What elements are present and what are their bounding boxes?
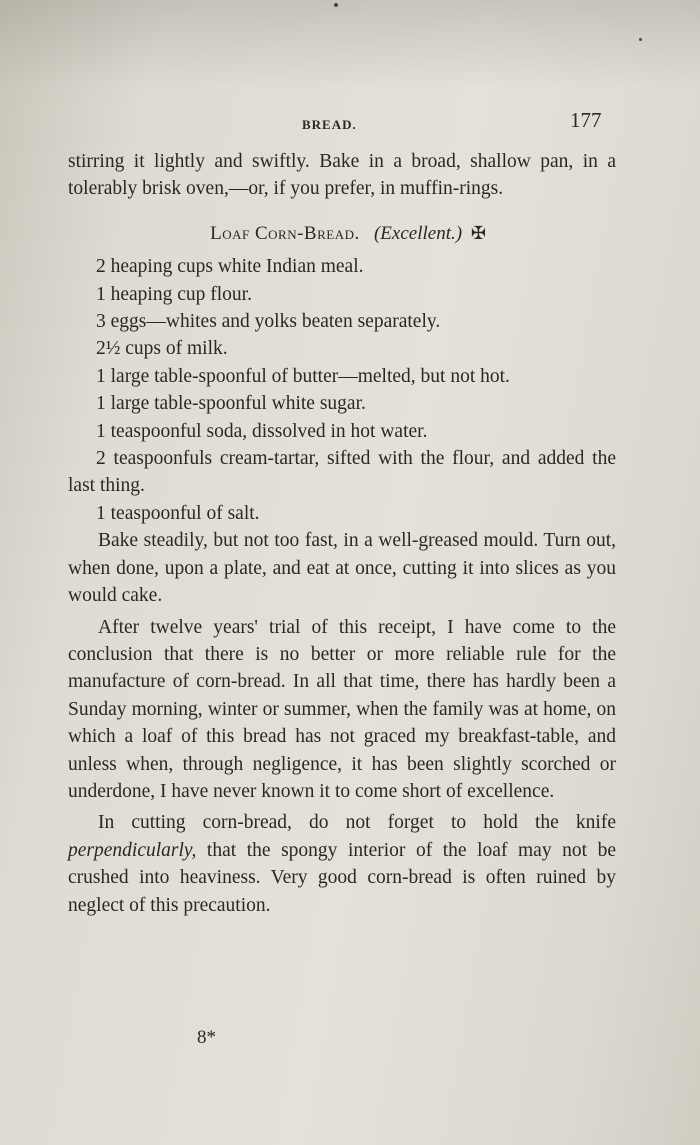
ingredient-item: 2 teaspoonfuls cream-tartar, sifted with the flour, and added the last thing. bbox=[68, 448, 616, 497]
instructions-paragraph: Bake steadily, but not too fast, in a well-greased mould. Turn out, when done, upon a plate, and eat at once, cutting it into slices as you would cake. bbox=[68, 530, 616, 607]
tip-paragraph bbox=[68, 809, 616, 919]
intro-paragraph: stirring it lightly and swiftly. Bake in a broad, shallow pan, in a tolerably brisk oven,—or, if you prefer, in muffin-rings. bbox=[68, 151, 616, 200]
ingredient-item: 1 teaspoonful soda, dissolved in hot water. bbox=[96, 420, 428, 442]
ingredient-item: 1 teaspoonful of salt. bbox=[96, 502, 260, 524]
signature-mark: 8* bbox=[197, 1027, 216, 1048]
maltese-cross-icon: ✠ bbox=[470, 222, 486, 243]
tip-emphasis: perpendicularly, bbox=[68, 839, 197, 861]
ink-speck bbox=[334, 3, 338, 7]
ingredient-item: 2½ cups of milk. bbox=[96, 338, 228, 360]
recipe-title: Loaf Corn-Bread. bbox=[210, 222, 360, 244]
page-shading bbox=[0, 0, 700, 90]
ingredient-item: 1 large table-spoonful white sugar. bbox=[96, 393, 366, 415]
ingredient-item: 1 heaping cup flour. bbox=[96, 283, 252, 305]
ink-speck bbox=[639, 38, 642, 41]
commentary-paragraph: After twelve years' trial of this receipt, I have come to the conclusion that there is no better or more reliable rule for the manufacture of corn-bread. In all that time, there has hardly been a Sunday morning, winter or summer, when the family was at home, on which a loaf of this bread has not graced my breakfast-table, and unless when, through negligence, it has been slightly scorched or underdone, I have never known it to come short of excellence. bbox=[68, 616, 616, 802]
ingredient-item: 2 heaping cups white Indian meal. bbox=[96, 256, 364, 278]
recipe-note: (Excellent.) bbox=[373, 222, 463, 244]
ingredient-item: 1 large table-spoonful of butter—melted, but not hot. bbox=[96, 365, 510, 387]
page-text bbox=[68, 148, 616, 919]
tip-text: In cutting corn-bread, do not forget to hold the knife bbox=[98, 812, 616, 834]
page-number: 177 bbox=[570, 108, 602, 132]
ingredient-item: 3 eggs—whites and yolks beaten separately. bbox=[96, 311, 441, 333]
running-head: BREAD. bbox=[302, 117, 357, 132]
ingredient-list bbox=[68, 253, 616, 527]
recipe-heading bbox=[68, 220, 616, 247]
tip-text: that the spongy interior of the loaf may not be crushed into heaviness. Very good corn-bread is often ruined by neglect of this precaution. bbox=[68, 839, 617, 916]
